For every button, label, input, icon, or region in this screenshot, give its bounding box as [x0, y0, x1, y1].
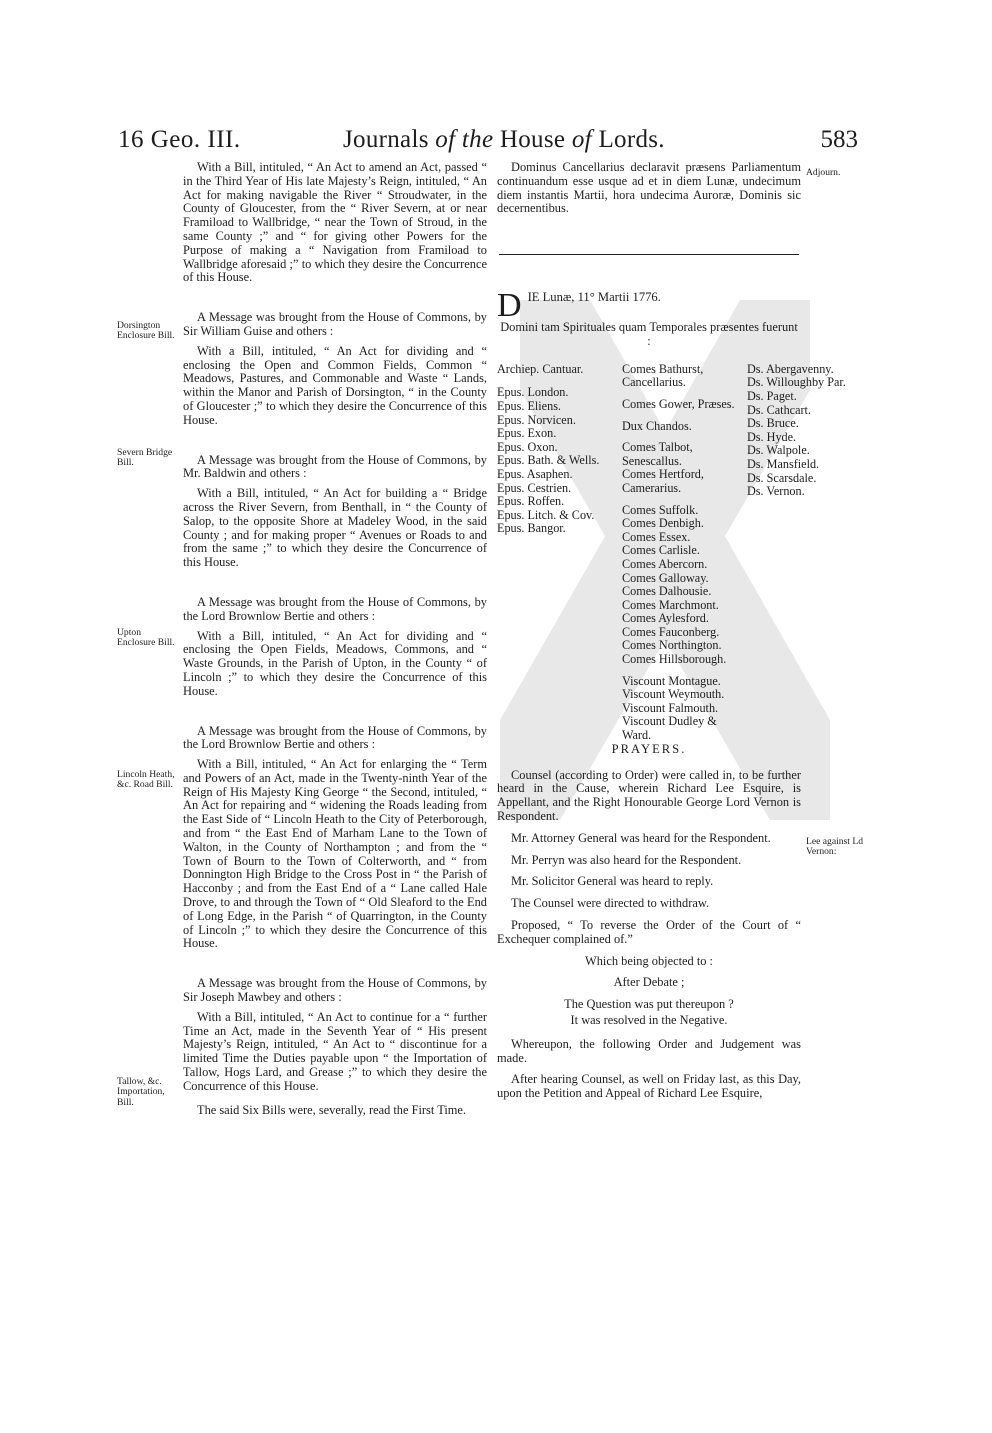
question-line: The Question was put thereupon ?	[564, 997, 734, 1012]
baron-entry: Ds. Scarsdale.	[747, 470, 817, 485]
peer-entry: Dux Chandos.	[622, 418, 692, 433]
page-number: 583	[820, 126, 858, 153]
bishops-column	[497, 363, 617, 536]
margin-note-upton: Upton Enclosure Bill.	[117, 627, 175, 649]
peer-entry: Comes Hertford, Camerarius.	[622, 467, 704, 495]
order-judgement-intro: Whereupon, the following Order and Judgement was made.	[497, 1036, 801, 1065]
baron-entry: Ds. Bruce.	[747, 416, 799, 431]
message-lincoln: A Message was brought from the House of Commons, by the Lord Brownlow Bertie and others :	[183, 723, 487, 752]
peer-entry: Comes Abercorn.	[622, 556, 708, 571]
severn-bill-text: With a Bill, intituled, “ An Act for building a “ Bridge across the River Severn, from Benthall, in “ the County of Salop, to the opposite Shore at Madeley Wood, in the said County ; and for making proper “ Avenues or Roads to and from the same ;” to which they desire the Concurrence of this House.	[183, 486, 487, 570]
bishop-entry: Epus. Asaphen.	[497, 466, 573, 481]
solicitor-general-reply: Mr. Solicitor General was heard to reply.	[511, 874, 714, 889]
bishop-entry: Epus. London.	[497, 385, 569, 400]
peer-entry: Comes Gower, Præses.	[622, 396, 735, 411]
margin-note-lincoln: Lincoln Heath, &c. Road Bill.	[117, 769, 175, 791]
bishop-entry: Epus. Norvicen.	[497, 412, 576, 427]
section-rule	[499, 254, 799, 255]
margin-note-dorsington: Dorsington Enclosure Bill.	[117, 320, 175, 342]
prayers-heading: PRAYERS.	[611, 741, 687, 756]
peer-entry: Comes Suffolk.	[622, 502, 699, 517]
date-heading	[497, 287, 801, 325]
peer-entry: Comes Hillsborough.	[622, 652, 727, 667]
upton-bill-text: With a Bill, intituled, “ An Act for dividing and “ enclosing the Open Fields, Meadows, Commons, and “ Waste Grounds, in the Parish of Upton, in the County “ of Lincoln ;” to which they desire the Concurrence of this House.	[183, 628, 487, 698]
bishop-entry: Epus. Eliens.	[497, 398, 561, 413]
lords-present-list	[497, 361, 846, 743]
tallow-bill-text: With a Bill, intituled, “ An Act to continue for a “ further Time an Act, made in the Seventh Year of “ His present Majesty’s Reign, intituled, “ An Act to “ discontinue for a limited Time the Duties payable upon “ the Importation of Tallow, Hogs Lard, and Grease ;” to which they desire the Concurrence of this House.	[183, 1009, 487, 1093]
peer-entry: Comes Galloway.	[622, 570, 709, 585]
margin-note-severn: Severn Bridge Bill.	[117, 447, 173, 469]
perryn-heard: Mr. Perryn was also heard for the Respondent.	[511, 852, 742, 867]
counsel-called-in: Counsel (according to Order) were called in, to be further heard in the Cause, wherein Richard Lee Esquire, is Appellant, and the Right Honourable George Lord Vernon is Respondent.	[497, 767, 801, 823]
bishop-entry: Epus. Roffen.	[497, 494, 565, 509]
lincoln-bill-text: With a Bill, intituled, “ An Act for enlarging the “ Term and Powers of an Act, made in the Twenty-ninth Year of the Reign of His Majesty King George “ the Second, intituled, “ An Act for repairing and “ widening the Roads leading from the East Side of “ Lincoln Heath to the City of Peterborough, and from “ the East End of Marham Lane to the Town of Walton, in the County of Northampton ; and from the “ Town of Bourn to the Town of Colterworth, and “ from Donnington High Bridge to the Cross Post in “ the Parish of Hacconby ; and from the East End of a “ Lane called Hale Drove, to and through the Town of “ Old Sleaford to the End of Long Edge, in the Parish “ of Quarrington, in the County of Lincoln ;” to which they desire the Concurrence of this House.	[183, 757, 487, 951]
baron-entry: Ds. Mansfield.	[747, 456, 820, 471]
bishop-entry: Archiep. Cantuar.	[497, 361, 584, 376]
peer-entry: Comes Bathurst, Cancellarius.	[622, 361, 704, 390]
session-reference: 16 Geo. III.	[118, 126, 241, 153]
peer-entry: Comes Aylesford.	[622, 611, 709, 626]
margin-note-lee: Lee against Ld Vernon:	[806, 836, 864, 858]
lords-present-heading: Domini tam Spirituales quam Temporales præsentes fuerunt :	[500, 320, 798, 348]
peers-column	[622, 363, 744, 743]
drop-cap: D	[497, 287, 522, 325]
title-word-of-the: of the	[435, 126, 494, 153]
baron-entry: Ds. Willoughby Par.	[747, 375, 846, 390]
title-word-lords: Lords.	[598, 126, 665, 153]
bishop-entry: Epus. Oxon.	[497, 439, 558, 454]
date-text: IE Lunæ, 11° Martii 1776.	[527, 290, 661, 305]
peer-entry: Comes Essex.	[622, 529, 691, 544]
message-upton: A Message was brought from the House of Commons, by the Lord Brownlow Bertie and others :	[183, 594, 487, 623]
baron-entry: Ds. Hyde.	[747, 429, 797, 444]
peer-entry: Viscount Montague.	[622, 673, 721, 688]
bishop-entry: Epus. Bangor.	[497, 521, 566, 536]
left-column	[183, 161, 487, 1131]
baron-entry: Ds. Abergavenny.	[747, 361, 834, 376]
title-word-house: House	[499, 126, 566, 153]
peer-entry: Viscount Dudley & Ward.	[622, 714, 717, 743]
bishop-entry: Epus. Exon.	[497, 426, 557, 441]
counsel-withdraw: The Counsel were directed to withdraw.	[511, 896, 710, 911]
peer-entry: Viscount Falmouth.	[622, 700, 719, 715]
baron-entry: Ds. Vernon.	[747, 484, 805, 499]
proposal-text: Proposed, “ To reverse the Order of the Court of “ Exchequer complained of.”	[497, 917, 801, 946]
title-word-of: of	[571, 126, 592, 153]
journal-title	[343, 126, 665, 154]
debate-line: After Debate ;	[613, 975, 685, 990]
baron-entry: Ds. Paget.	[747, 388, 797, 403]
peer-entry: Comes Carlisle.	[622, 543, 700, 558]
peer-entry: Comes Northington.	[622, 638, 722, 653]
margin-note-adjourn: Adjourn.	[806, 167, 841, 178]
barons-column	[747, 363, 855, 499]
peer-entry: Comes Marchmont.	[622, 597, 719, 612]
objection-line: Which being objected to :	[585, 953, 713, 968]
peer-entry: Comes Fauconberg.	[622, 624, 720, 639]
peer-entry: Comes Dalhousie.	[622, 584, 712, 599]
peer-entry: Viscount Weymouth.	[622, 687, 725, 702]
message-tallow: A Message was brought from the House of Commons, by Sir Joseph Mawbey and others :	[183, 976, 487, 1005]
title-word-journals: Journals	[343, 126, 429, 153]
margin-note-tallow: Tallow, &c. Importation, Bill.	[117, 1076, 165, 1108]
stroudwater-bill-text: With a Bill, intituled, “ An Act to amend an Act, passed “ in the Third Year of His late Majesty’s Reign, intituled, “ An Act for making navigable the River “ Stroudwater, in the County of Gloucester, from the “ River Severn, at or near Framiload to Wallbridge, “ near the Town of Stroud, in the same County ;” and “ for giving other Powers for the Purpose of making a “ Navigation from Framiload to Wallbridge aforesaid ;” to which they desire the Concurrence of this House.	[183, 160, 487, 285]
attorney-general-heard: Mr. Attorney General was heard for the Respondent.	[511, 830, 771, 845]
peer-entry: Comes Talbot, Senescallus.	[622, 440, 693, 468]
hearing-counsel-text: After hearing Counsel, as well on Friday last, as this Day, upon the Petition and Appeal of Richard Lee Esquire,	[497, 1072, 801, 1101]
bishop-entry: Epus. Bath. & Wells.	[497, 453, 600, 468]
baron-entry: Ds. Cathcart.	[747, 402, 811, 417]
bishop-entry: Epus. Cestrien.	[497, 480, 572, 495]
six-bills-read: The said Six Bills were, severally, read the First Time.	[197, 1102, 466, 1117]
dorsington-bill-text: With a Bill, intituled, “ An Act for dividing and “ enclosing the Open and Common Fields, Common “ Meadows, Pastures, and Commonable and Waste “ Lands, within the Manor and Parish of Dorsington, “ in the County of Gloucester ;” to which they desire the Concurrence of this House.	[183, 343, 487, 427]
peer-entry: Comes Denbigh.	[622, 516, 704, 531]
baron-entry: Ds. Walpole.	[747, 443, 810, 458]
message-dorsington: A Message was brought from the House of Commons, by Sir William Guise and others :	[183, 310, 487, 338]
bishop-entry: Epus. Litch. & Cov.	[497, 507, 595, 522]
message-severn: A Message was brought from the House of Commons, by Mr. Baldwin and others :	[183, 452, 487, 481]
adjournment-text: Dominus Cancellarius declaravit præsens Parliamentum continuandum esse usque ad et in diem Lunæ, undecimum diem instantis Martii, hora undecima Auroræ, Dominis sic decernentibus.	[497, 160, 801, 216]
resolution-line: It was resolved in the Negative.	[570, 1012, 728, 1027]
